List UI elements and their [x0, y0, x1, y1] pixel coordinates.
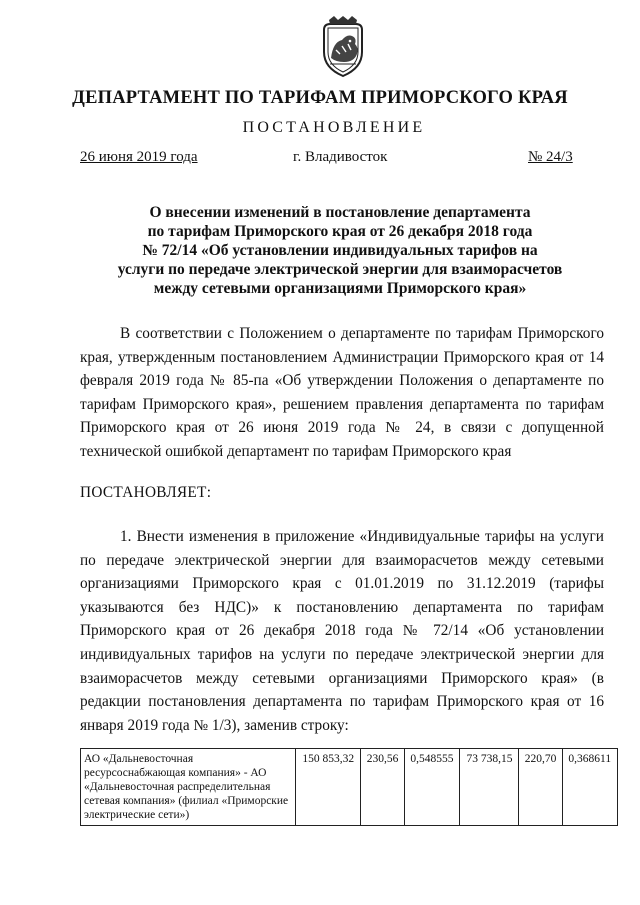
title-line: между сетевыми организациями Приморского края» [153, 280, 527, 297]
title-line: О внесении изменений в постановление департамента [149, 204, 531, 221]
title-line: услуги по передаче электрической энергии для взаиморасчетов [117, 261, 563, 278]
table-row [81, 749, 618, 826]
document-type: ПОСТАНОВЛЕНИЕ [242, 119, 426, 136]
tariff-table-row [80, 748, 618, 826]
coat-of-arms-emblem [316, 16, 370, 80]
document-title [100, 203, 580, 298]
title-line: № 72/14 «Об установлении индивидуальных тарифов на [142, 242, 538, 259]
value-cell: 0,368611 [562, 749, 617, 826]
document-date: 26 июня 2019 года [80, 149, 198, 165]
document-number: № 24/3 [528, 149, 573, 165]
preamble-paragraph: В соответствии с Положением о департаменте по тарифам Приморского края, утвержденным постановлением Администрации Приморского края от 14 февраля 2019 года № 85-па «Об утверждении Положения о департаменте по тарифам Приморского края», решением правления департамента по тарифам Приморского края от 26 июня 2019 года № 24, в связи с допущенной технической ошибкой департамент по тарифам Приморского края [80, 325, 604, 460]
value-cell: 230,56 [361, 749, 404, 826]
organizations-cell: АО «Дальневосточная ресурсоснабжающая компания» - АО «Дальневосточная распределительная сетевая компания» (филиал «Приморские электрические сети») [81, 749, 296, 826]
document-city: г. Владивосток [293, 149, 388, 165]
value-cell: 73 738,15 [460, 749, 519, 826]
value-cell: 220,70 [519, 749, 562, 826]
title-line: по тарифам Приморского края от 26 декабря 2018 года [147, 223, 533, 240]
value-cell: 0,548555 [404, 749, 460, 826]
department-name: ДЕПАРТАМЕНТ ПО ТАРИФАМ ПРИМОРСКОГО КРАЯ [72, 88, 568, 108]
value-cell: 150 853,32 [296, 749, 361, 826]
resolves-heading: ПОСТАНОВЛЯЕТ: [80, 484, 212, 501]
item-1-paragraph: 1. Внести изменения в приложение «Индивидуальные тарифы на услуги по передаче электрической энергии для взаиморасчетов между сетевыми организациями Приморского края с 01.01.2019 по 31.12.2019 (тарифы указываются без НДС)» к постановлению департамента по тарифам Приморского края от 26 декабря 2018 года № 72/14 «Об установлении индивидуальных тарифов на услуги по передаче электрической энергии для взаиморасчетов между сетевыми организациями Приморского края» (в редакции постановления департамента по тарифам Приморского края от 16 января 2019 года № 1/3), заменив строку: [80, 528, 604, 734]
